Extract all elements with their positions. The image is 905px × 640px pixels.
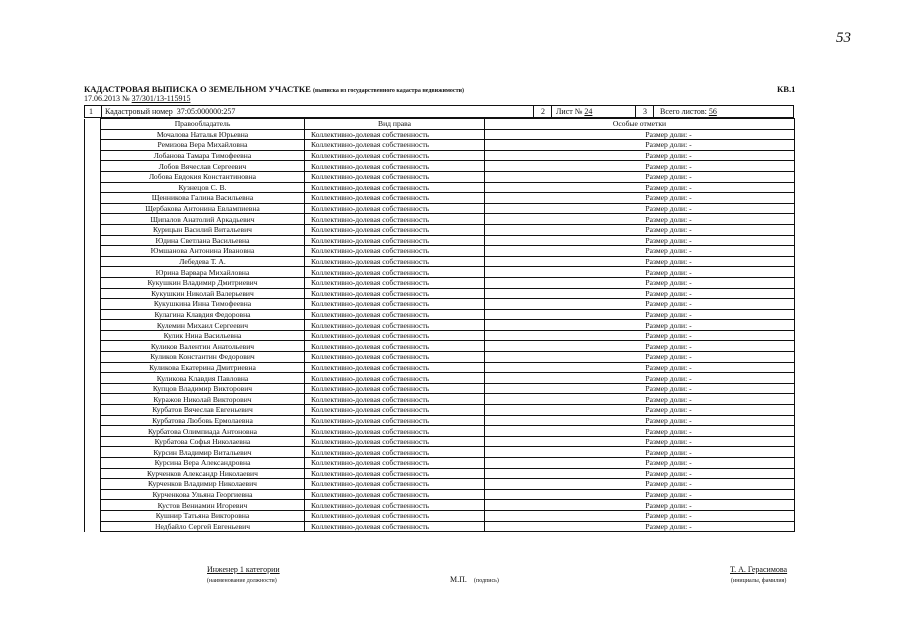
rights-holder-cell: Кукушкин Николай Валерьевич bbox=[101, 288, 305, 299]
row-spacer bbox=[85, 447, 101, 458]
row-spacer bbox=[85, 394, 101, 405]
table-row bbox=[85, 383, 795, 394]
signer-position-caption: (наименование должности) bbox=[207, 578, 277, 584]
right-type-cell: Коллективно-долевая собственность bbox=[305, 214, 485, 225]
right-type-cell: Коллективно-долевая собственность bbox=[305, 129, 485, 140]
table-row bbox=[85, 224, 795, 235]
row-spacer bbox=[85, 521, 101, 532]
special-notes-cell: Размер доли: - bbox=[485, 320, 795, 331]
right-type-cell: Коллективно-долевая собственность bbox=[305, 447, 485, 458]
right-type-cell: Коллективно-долевая собственность bbox=[305, 288, 485, 299]
special-notes-cell: Размер доли: - bbox=[485, 510, 795, 521]
row-spacer bbox=[85, 458, 101, 469]
right-type-cell: Коллективно-долевая собственность bbox=[305, 383, 485, 394]
row-spacer bbox=[85, 299, 101, 310]
table-row bbox=[85, 479, 795, 490]
row-spacer bbox=[85, 129, 101, 140]
table-row bbox=[85, 320, 795, 331]
rights-holder-cell: Купцов Владимир Викторович bbox=[101, 383, 305, 394]
special-notes-cell: Размер доли: - bbox=[485, 458, 795, 469]
row-spacer bbox=[85, 383, 101, 394]
right-type-cell: Коллективно-долевая собственность bbox=[305, 235, 485, 246]
right-type-cell: Коллективно-долевая собственность bbox=[305, 171, 485, 182]
special-notes-cell: Размер доли: - bbox=[485, 362, 795, 373]
special-notes-cell: Размер доли: - bbox=[485, 288, 795, 299]
rights-holder-cell: Курицын Василий Витальевич bbox=[101, 224, 305, 235]
row-spacer bbox=[85, 309, 101, 320]
right-type-cell: Коллективно-долевая собственность bbox=[305, 256, 485, 267]
right-type-cell: Коллективно-долевая собственность bbox=[305, 426, 485, 437]
row-spacer bbox=[85, 140, 101, 151]
right-type-cell: Коллективно-долевая собственность bbox=[305, 193, 485, 204]
special-notes-cell: Размер доли: - bbox=[485, 468, 795, 479]
row-spacer bbox=[85, 277, 101, 288]
table-row bbox=[85, 150, 795, 161]
row-spacer bbox=[85, 352, 101, 363]
right-type-cell: Коллективно-долевая собственность bbox=[305, 468, 485, 479]
total-index: 3 bbox=[635, 106, 654, 117]
row-spacer bbox=[85, 468, 101, 479]
rights-holder-cell: Щенникова Галина Васильевна bbox=[101, 193, 305, 204]
rights-holder-cell: Лобанова Тамара Тимофеевна bbox=[101, 150, 305, 161]
table-row bbox=[85, 267, 795, 278]
table-row bbox=[85, 436, 795, 447]
special-notes-cell: Размер доли: - bbox=[485, 193, 795, 204]
table-row bbox=[85, 394, 795, 405]
table-row bbox=[85, 330, 795, 341]
table-row bbox=[85, 288, 795, 299]
table-row bbox=[85, 489, 795, 500]
rights-holder-cell: Мочалова Наталья Юрьевна bbox=[101, 129, 305, 140]
right-type-cell: Коллективно-долевая собственность bbox=[305, 352, 485, 363]
document-date: 17.06.2013 bbox=[84, 94, 120, 103]
right-type-cell: Коллективно-долевая собственность bbox=[305, 309, 485, 320]
special-notes-cell: Размер доли: - bbox=[485, 309, 795, 320]
special-notes-cell: Размер доли: - bbox=[485, 299, 795, 310]
title-subtitle: (выписка из государственного кадастра недвижимости) bbox=[313, 88, 464, 94]
rights-holder-cell: Щербакова Антонина Евлампиевна bbox=[101, 203, 305, 214]
cadastral-number-cell bbox=[101, 106, 533, 117]
row-spacer bbox=[85, 341, 101, 352]
rights-holder-cell: Кулагина Клавдия Федоровна bbox=[101, 309, 305, 320]
special-notes-cell: Размер доли: - bbox=[485, 150, 795, 161]
special-notes-cell: Размер доли: - bbox=[485, 246, 795, 257]
right-type-cell: Коллективно-долевая собственность bbox=[305, 500, 485, 511]
rights-holder-cell: Куражов Николай Викторович bbox=[101, 394, 305, 405]
rights-holder-cell: Кукушкина Инна Тимофеевна bbox=[101, 299, 305, 310]
signer-name-value: Т. А. Герасимова bbox=[730, 565, 788, 574]
special-notes-cell: Размер доли: - bbox=[485, 426, 795, 437]
signer-position bbox=[207, 565, 280, 574]
sheet-number: 24 bbox=[584, 107, 593, 116]
rights-holder-cell: Юрина Варвара Михайловна bbox=[101, 267, 305, 278]
column-header: Особые отметки bbox=[485, 119, 795, 130]
special-notes-cell: Размер доли: - bbox=[485, 500, 795, 511]
row-spacer bbox=[85, 288, 101, 299]
right-type-cell: Коллективно-долевая собственность bbox=[305, 140, 485, 151]
special-notes-cell: Размер доли: - bbox=[485, 224, 795, 235]
row-spacer bbox=[85, 362, 101, 373]
right-type-cell: Коллективно-долевая собственность bbox=[305, 458, 485, 469]
row-spacer bbox=[85, 267, 101, 278]
right-type-cell: Коллективно-долевая собственность bbox=[305, 267, 485, 278]
special-notes-cell: Размер доли: - bbox=[485, 277, 795, 288]
right-type-cell: Коллективно-долевая собственность bbox=[305, 299, 485, 310]
sheet-index: 2 bbox=[533, 106, 552, 117]
special-notes-cell: Размер доли: - bbox=[485, 182, 795, 193]
table-row bbox=[85, 140, 795, 151]
special-notes-cell: Размер доли: - bbox=[485, 171, 795, 182]
row-spacer bbox=[85, 246, 101, 257]
rights-holders-table bbox=[84, 118, 795, 532]
rights-holder-cell: Куликов Константин Федорович bbox=[101, 352, 305, 363]
table-row bbox=[85, 214, 795, 225]
table-row bbox=[85, 447, 795, 458]
right-type-cell: Коллективно-долевая собственность bbox=[305, 150, 485, 161]
table-row bbox=[85, 510, 795, 521]
special-notes-cell: Размер доли: - bbox=[485, 256, 795, 267]
special-notes-cell: Размер доли: - bbox=[485, 267, 795, 278]
table-row bbox=[85, 521, 795, 532]
row-spacer bbox=[85, 373, 101, 384]
special-notes-cell: Размер доли: - bbox=[485, 394, 795, 405]
table-row bbox=[85, 458, 795, 469]
section-header bbox=[84, 105, 794, 118]
table-row bbox=[85, 426, 795, 437]
special-notes-cell: Размер доли: - bbox=[485, 140, 795, 151]
right-type-cell: Коллективно-долевая собственность bbox=[305, 479, 485, 490]
rights-holder-cell: Кустов Вениамин Игоревич bbox=[101, 500, 305, 511]
rights-holder-cell: Курбатова Любовь Ермолаевна bbox=[101, 415, 305, 426]
table-row bbox=[85, 362, 795, 373]
special-notes-cell: Размер доли: - bbox=[485, 521, 795, 532]
rights-holder-cell: Юмшанова Антонина Ивановна bbox=[101, 246, 305, 257]
signature-caption: (подпись) bbox=[474, 578, 499, 584]
row-spacer bbox=[85, 330, 101, 341]
document-number: 37/301/13-115915 bbox=[131, 94, 191, 103]
table-row bbox=[85, 161, 795, 172]
row-spacer bbox=[85, 415, 101, 426]
special-notes-cell: Размер доли: - bbox=[485, 341, 795, 352]
table-body bbox=[85, 129, 795, 532]
total-sheets-label: Всего листов: bbox=[660, 107, 707, 116]
rights-holder-cell: Курсина Вера Александровна bbox=[101, 458, 305, 469]
special-notes-cell: Размер доли: - bbox=[485, 447, 795, 458]
rights-holder-cell: Щипалов Анатолий Аркадьевич bbox=[101, 214, 305, 225]
row-spacer bbox=[85, 479, 101, 490]
row-spacer bbox=[85, 171, 101, 182]
title-main: КАДАСТРОВАЯ ВЫПИСКА О ЗЕМЕЛЬНОМ УЧАСТКЕ bbox=[84, 84, 311, 94]
total-sheets-value: 56 bbox=[708, 107, 717, 116]
document-title bbox=[84, 84, 464, 94]
table-row bbox=[85, 468, 795, 479]
rights-holder-cell: Юдина Светлана Васильевна bbox=[101, 235, 305, 246]
section-index: 1 bbox=[89, 107, 93, 116]
rights-holder-cell: Ремизова Вера Михайловна bbox=[101, 140, 305, 151]
row-spacer bbox=[85, 256, 101, 267]
row-spacer bbox=[85, 182, 101, 193]
rights-holder-cell: Курченков Владимир Николаевич bbox=[101, 479, 305, 490]
right-type-cell: Коллективно-долевая собственность bbox=[305, 489, 485, 500]
right-type-cell: Коллективно-долевая собственность bbox=[305, 277, 485, 288]
right-type-cell: Коллективно-долевая собственность bbox=[305, 320, 485, 331]
rights-holder-cell: Курсин Владимир Витальевич bbox=[101, 447, 305, 458]
table-row bbox=[85, 373, 795, 384]
table-row bbox=[85, 182, 795, 193]
special-notes-cell: Размер доли: - bbox=[485, 405, 795, 416]
table-row bbox=[85, 277, 795, 288]
right-type-cell: Коллективно-долевая собственность bbox=[305, 510, 485, 521]
rights-holder-cell: Курченкова Ульяна Георгиевна bbox=[101, 489, 305, 500]
special-notes-cell: Размер доли: - bbox=[485, 161, 795, 172]
table-header-row bbox=[85, 119, 795, 130]
page-number: 53 bbox=[836, 30, 851, 46]
extract-frame bbox=[84, 105, 794, 532]
row-spacer bbox=[85, 193, 101, 204]
right-type-cell: Коллективно-долевая собственность bbox=[305, 203, 485, 214]
rights-holder-cell: Лобова Евдокия Константиновна bbox=[101, 171, 305, 182]
column-header: Правообладатель bbox=[101, 119, 305, 130]
row-spacer bbox=[85, 426, 101, 437]
special-notes-cell: Размер доли: - bbox=[485, 214, 795, 225]
right-type-cell: Коллективно-долевая собственность bbox=[305, 182, 485, 193]
row-spacer bbox=[85, 214, 101, 225]
rights-holder-cell: Курченков Александр Николаевич bbox=[101, 468, 305, 479]
sheet-cell bbox=[551, 106, 636, 117]
right-type-cell: Коллективно-долевая собственность bbox=[305, 394, 485, 405]
special-notes-cell: Размер доли: - bbox=[485, 383, 795, 394]
special-notes-cell: Размер доли: - bbox=[485, 415, 795, 426]
special-notes-cell: Размер доли: - bbox=[485, 373, 795, 384]
right-type-cell: Коллективно-долевая собственность bbox=[305, 161, 485, 172]
rights-holder-cell: Куликова Екатерина Дмитриевна bbox=[101, 362, 305, 373]
right-type-cell: Коллективно-долевая собственность bbox=[305, 330, 485, 341]
row-spacer bbox=[85, 235, 101, 246]
special-notes-cell: Размер доли: - bbox=[485, 436, 795, 447]
special-notes-cell: Размер доли: - bbox=[485, 235, 795, 246]
row-spacer bbox=[85, 320, 101, 331]
rights-holder-cell: Куликов Валентин Анатольевич bbox=[101, 341, 305, 352]
special-notes-cell: Размер доли: - bbox=[485, 203, 795, 214]
row-spacer bbox=[85, 224, 101, 235]
signer-name-caption: (инициалы, фамилия) bbox=[731, 578, 787, 584]
right-type-cell: Коллективно-долевая собственность bbox=[305, 436, 485, 447]
signer-name bbox=[730, 565, 787, 574]
document-number-prefix: № bbox=[122, 94, 130, 103]
cadastral-label: Кадастровый номер bbox=[105, 107, 173, 116]
row-spacer bbox=[85, 510, 101, 521]
row-spacer bbox=[85, 150, 101, 161]
rights-holder-cell: Курбатов Вячеслав Евгеньевич bbox=[101, 405, 305, 416]
total-sheets-cell bbox=[653, 106, 800, 117]
rights-holder-cell: Кушнир Татьяна Викторовна bbox=[101, 510, 305, 521]
rights-holder-cell: Куликова Клавдия Павловна bbox=[101, 373, 305, 384]
row-spacer bbox=[85, 405, 101, 416]
special-notes-cell: Размер доли: - bbox=[485, 129, 795, 140]
right-type-cell: Коллективно-долевая собственность bbox=[305, 415, 485, 426]
table-header-spacer bbox=[85, 119, 101, 130]
rights-holder-cell: Недбайло Сергей Евгеньевич bbox=[101, 521, 305, 532]
row-spacer bbox=[85, 203, 101, 214]
right-type-cell: Коллективно-долевая собственность bbox=[305, 224, 485, 235]
table-row bbox=[85, 405, 795, 416]
table-row bbox=[85, 415, 795, 426]
column-header: Вид права bbox=[305, 119, 485, 130]
special-notes-cell: Размер доли: - bbox=[485, 479, 795, 490]
row-spacer bbox=[85, 489, 101, 500]
right-type-cell: Коллективно-долевая собственность bbox=[305, 341, 485, 352]
right-type-cell: Коллективно-долевая собственность bbox=[305, 246, 485, 257]
document-date-line bbox=[84, 94, 190, 103]
special-notes-cell: Размер доли: - bbox=[485, 352, 795, 363]
table-row bbox=[85, 309, 795, 320]
rights-holder-cell: Кузнецов С. В. bbox=[101, 182, 305, 193]
cadastral-number: 37:05:000000:257 bbox=[176, 107, 236, 116]
table-row bbox=[85, 235, 795, 246]
rights-holder-cell: Лебедева Т. А. bbox=[101, 256, 305, 267]
sheet-label: Лист № bbox=[556, 107, 583, 116]
table-row bbox=[85, 256, 795, 267]
table-row bbox=[85, 341, 795, 352]
right-type-cell: Коллективно-долевая собственность bbox=[305, 521, 485, 532]
rights-holder-cell: Курбатова Олимпиада Антоновна bbox=[101, 426, 305, 437]
row-spacer bbox=[85, 436, 101, 447]
form-code: КВ.1 bbox=[777, 84, 796, 94]
table-row bbox=[85, 171, 795, 182]
rights-holder-cell: Лобов Вячеслав Сергеевич bbox=[101, 161, 305, 172]
rights-holder-cell: Кукушкин Владимир Дмитриевич bbox=[101, 277, 305, 288]
right-type-cell: Коллективно-долевая собственность bbox=[305, 373, 485, 384]
table-row bbox=[85, 203, 795, 214]
table-row bbox=[85, 299, 795, 310]
table-row bbox=[85, 246, 795, 257]
special-notes-cell: Размер доли: - bbox=[485, 330, 795, 341]
row-spacer bbox=[85, 500, 101, 511]
table-row bbox=[85, 129, 795, 140]
table-row bbox=[85, 352, 795, 363]
rights-holder-cell: Кулемин Михаил Сергеевич bbox=[101, 320, 305, 331]
rights-holder-cell: Курбатова Софья Николаевна bbox=[101, 436, 305, 447]
row-spacer bbox=[85, 161, 101, 172]
special-notes-cell: Размер доли: - bbox=[485, 489, 795, 500]
table-row bbox=[85, 500, 795, 511]
stamp-label: М.П. bbox=[450, 575, 467, 584]
signer-position-value: Инженер 1 категории bbox=[207, 565, 280, 574]
right-type-cell: Коллективно-долевая собственность bbox=[305, 362, 485, 373]
right-type-cell: Коллективно-долевая собственность bbox=[305, 405, 485, 416]
rights-holder-cell: Кулик Нина Васильевна bbox=[101, 330, 305, 341]
table-row bbox=[85, 193, 795, 204]
